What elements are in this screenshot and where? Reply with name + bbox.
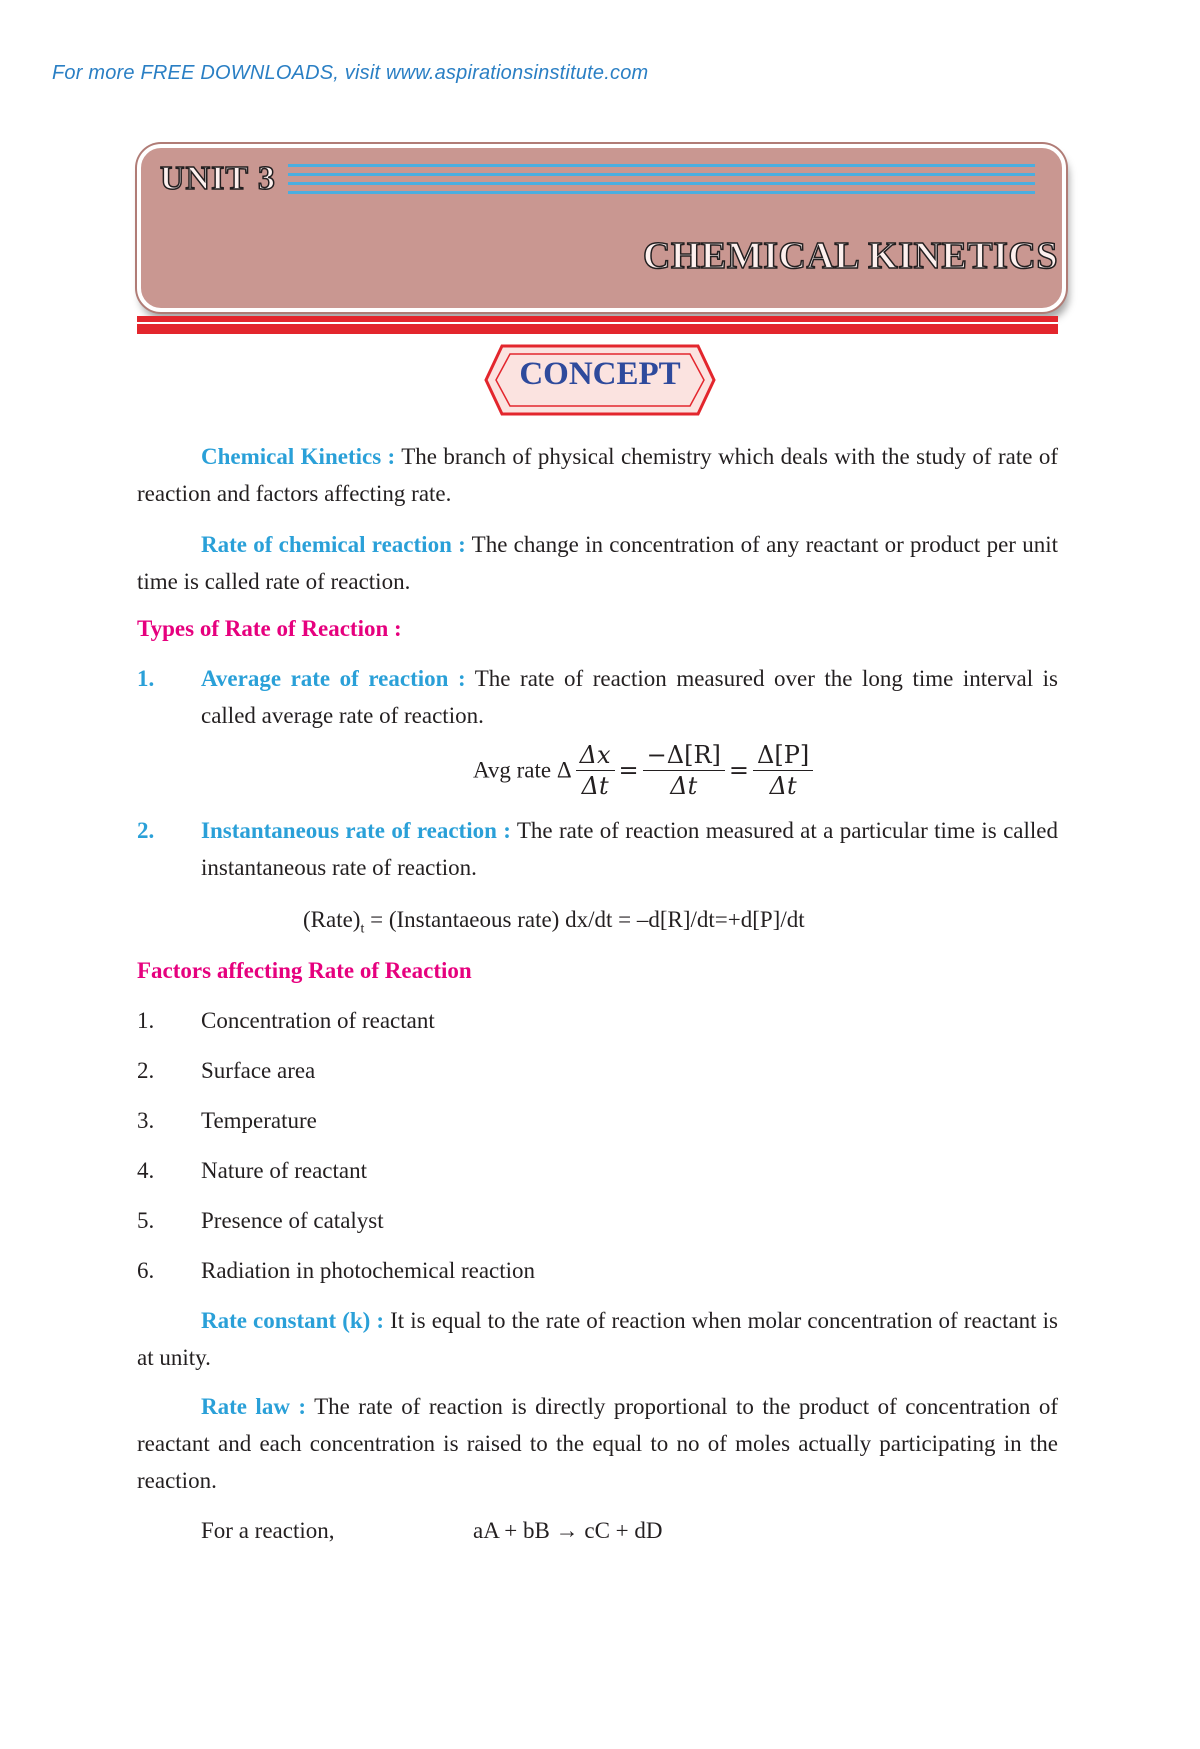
unit-decorative-lines — [288, 164, 1035, 200]
concept-badge-label: CONCEPT — [519, 356, 681, 392]
kinetics-definition — [137, 438, 1058, 512]
rate-constant-definition — [137, 1302, 1058, 1376]
type-1-text — [201, 660, 1058, 734]
chapter-title: CHEMICAL KINETICS — [643, 235, 1058, 277]
type-1-desc: The rate of reaction measured over the long time interval is called average rate of reaction. — [201, 666, 1058, 728]
reaction-equation: aA + bB → cC + dD — [473, 1518, 663, 1543]
types-heading: Types of Rate of Reaction : — [137, 616, 402, 641]
instantaneous-rate-formula: $(Rate)_t$ = (Instantaeous rate) dx/dt = –d[R]/dt=+d[P]/dt — [303, 907, 805, 937]
kinetics-text: The branch of physical chemistry which deals with the study of rate of reaction and factors affecting rate. — [137, 444, 1058, 506]
watermark-link[interactable]: For more FREE DOWNLOADS, visit www.aspirationsinstitute.com — [52, 62, 649, 84]
fraction-dp-dt: $\frac{\Delta[P]}{\Delta t}$ — [753, 740, 813, 801]
rate-constant-text: It is equal to the rate of reaction when molar concentration of reactant is at unity. — [137, 1308, 1059, 1370]
rate-text: The change in concentration of any reactant or product per unit time is called rate of reaction. — [137, 532, 1059, 594]
type-2-term: Instantaneous rate of reaction : — [201, 818, 511, 843]
avg-rate-prefix: Avg rate Δ — [473, 757, 572, 783]
reaction-label: For a reaction, — [201, 1518, 335, 1543]
kinetics-term: Chemical Kinetics : — [201, 444, 396, 469]
rate-law-text: The rate of reaction is directly proportional to the product of concentration of reactant and each concentration is raised to the equal to no of moles actually participating in the reaction. — [137, 1394, 1058, 1493]
unit-label: UNIT 3 — [160, 160, 276, 197]
fraction-dr-dt: $\frac{-\Delta[R]}{\Delta t}$ — [643, 740, 725, 801]
avg-rate-formula: Avg rate Δ $\frac{\Delta x}{\Delta t}$ = $\frac{-\Delta[R]}{\Delta t}$ = $\frac{\Delta[P]}{\Delta t}$ — [473, 740, 817, 801]
type-1-term: Average rate of reaction : — [201, 666, 466, 691]
red-divider — [137, 316, 1058, 334]
type-1-number: 1. — [137, 666, 155, 691]
type-2-text — [201, 812, 1058, 886]
rate-constant-term: Rate constant (k) : — [201, 1308, 385, 1333]
type-2-number: 2. — [137, 818, 155, 843]
factors-heading: Factors affecting Rate of Reaction — [137, 958, 472, 983]
rate-law-term: Rate law : — [201, 1394, 307, 1419]
type-2-desc: The rate of reaction measured at a particular time is called instantaneous rate of reaction. — [201, 818, 1058, 880]
rate-law-definition — [137, 1388, 1058, 1499]
fraction-dx-dt: $\frac{\Delta x}{\Delta t}$ — [576, 740, 615, 801]
rate-definition — [137, 526, 1058, 600]
rate-term: Rate of chemical reaction : — [201, 532, 466, 557]
